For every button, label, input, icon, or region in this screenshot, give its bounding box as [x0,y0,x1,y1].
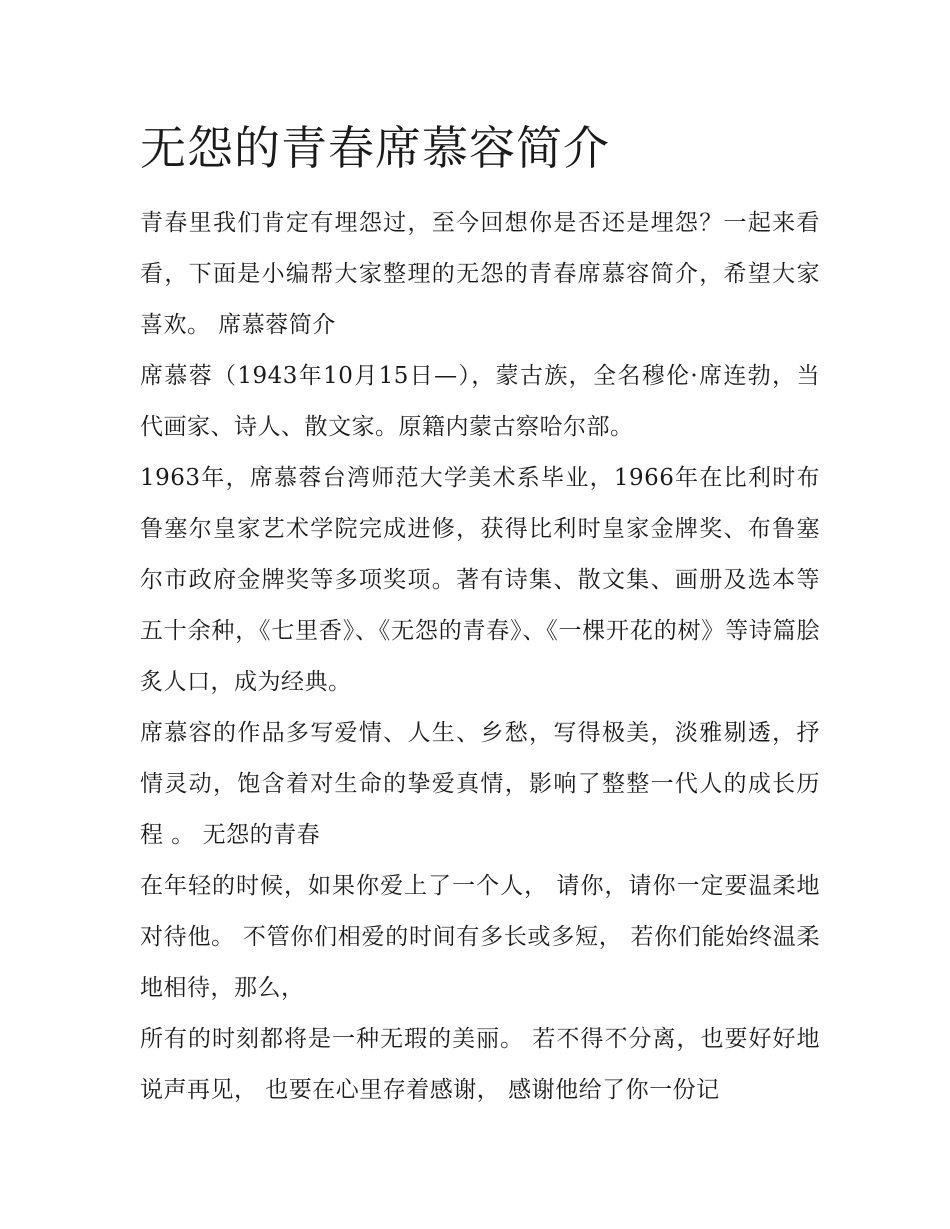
paragraph-poem-part-1: 在年轻的时候，如果你爱上了一个人， 请你，请你一定要温柔地对待他。 不管你们相爱的时间有多长或多短， 若你们能始终温柔地相待，那么， [140,873,820,1001]
paragraph-intro: 青春里我们肯定有埋怨过，至今回想你是否还是埋怨？一起来看看，下面是小编帮大家整理的无怨的青春席慕容简介，希望大家喜欢。 席慕蓉简介 [140,210,820,338]
paragraph-biography: 席慕蓉（1943年10月15日—），蒙古族，全名穆伦·席连勃，当代画家、诗人、散文家。原籍内蒙古察哈尔部。 [140,363,820,440]
paragraph-education: 1963年，席慕蓉台湾师范大学美术系毕业，1966年在比利时布鲁塞尔皇家艺术学院完成进修，获得比利时皇家金牌奖、布鲁塞尔市政府金牌奖等多项奖项。著有诗集、散文集、画册及选本等五十余种，《七里香》、《无怨的青春》、《一棵开花的树》等诗篇脍炙人口，成为经典。 [140,465,820,695]
document-title: 无怨的青春席慕容简介 [140,121,610,175]
paragraph-works-style: 席慕容的作品多写爱情、人生、乡愁，写得极美，淡雅剔透，抒情灵动，饱含着对生命的挚爱真情，影响了整整一代人的成长历程 。 无怨的青春 [140,720,820,848]
paragraph-poem-part-2: 所有的时刻都将是一种无瑕的美丽。 若不得不分离，也要好好地说声再见， 也要在心里存着感谢， 感谢他给了你一份记 [140,1026,820,1103]
document-page [140,118,820,1116]
